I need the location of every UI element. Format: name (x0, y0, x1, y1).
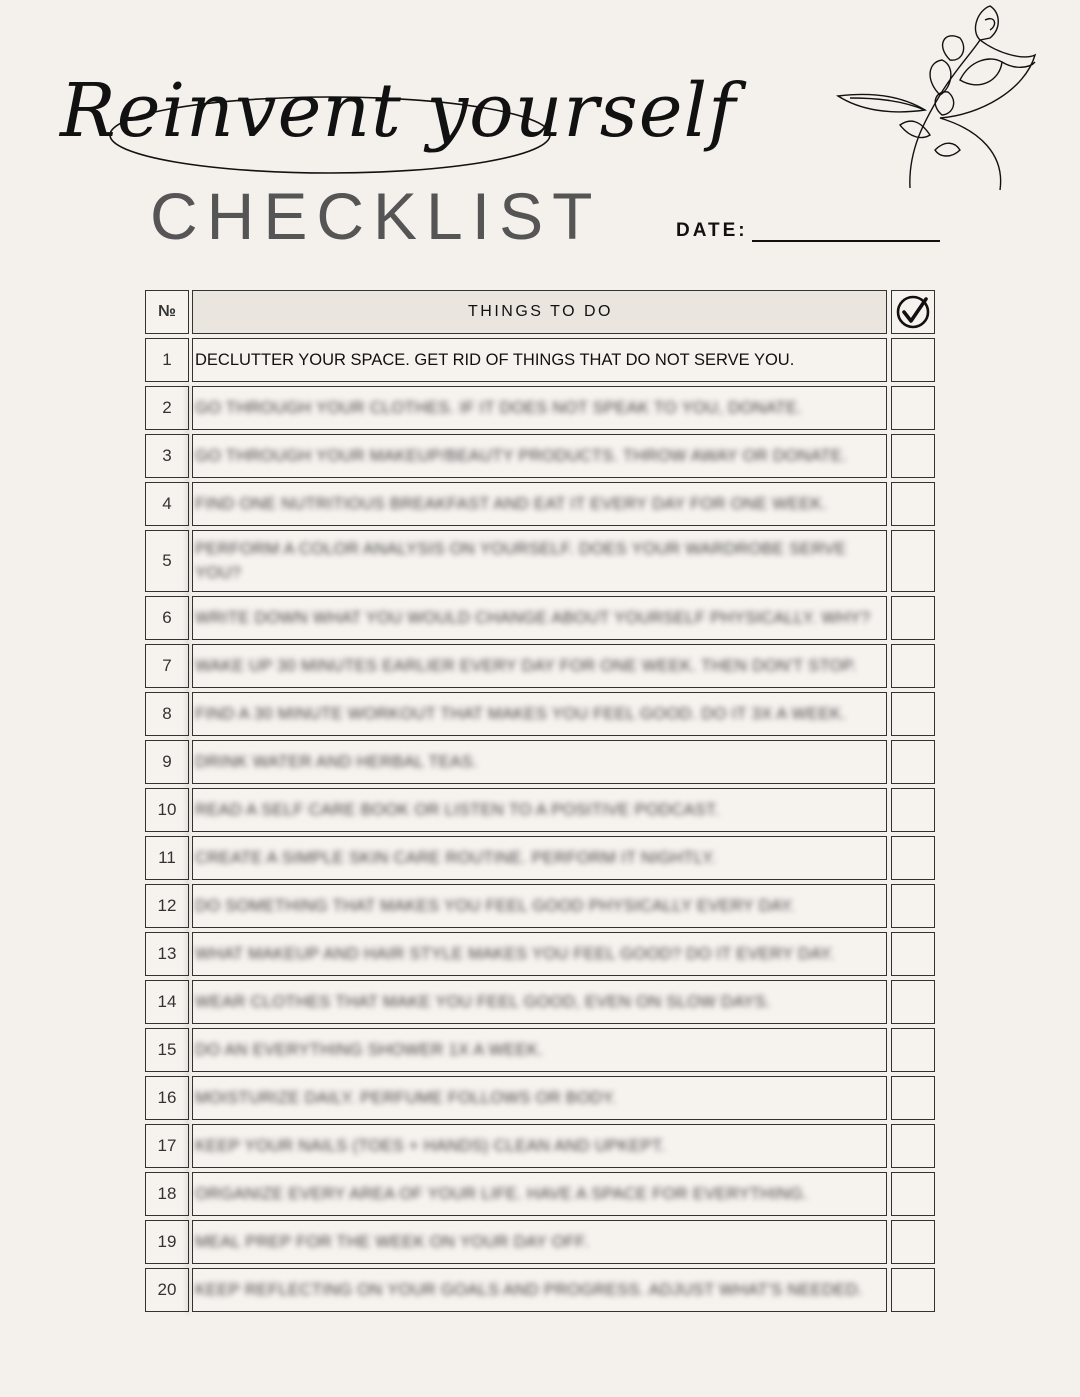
table-row (145, 434, 935, 478)
task-cell (192, 884, 887, 928)
task-cell (192, 740, 887, 784)
checkbox[interactable] (891, 692, 935, 736)
number-column-header: № (145, 290, 189, 334)
table-row (145, 932, 935, 976)
task-text: DO AN EVERYTHING SHOWER 1X A WEEK. (195, 1041, 544, 1059)
task-cell (192, 1028, 887, 1072)
task-text: MOISTURIZE DAILY. PERFUME FOLLOWS OR BODY. (195, 1089, 617, 1107)
row-number: 8 (145, 692, 189, 736)
task-cell (192, 482, 887, 526)
checkbox[interactable] (891, 1220, 935, 1264)
check-column-header (891, 290, 935, 334)
checkbox[interactable] (891, 596, 935, 640)
task-text: GO THROUGH YOUR MAKEUP/BEAUTY PRODUCTS. THROW AWAY OR DONATE. (195, 447, 848, 465)
table-row (145, 596, 935, 640)
table-row (145, 644, 935, 688)
checkbox[interactable] (891, 386, 935, 430)
task-cell (192, 338, 887, 382)
table-row (145, 692, 935, 736)
task-text: FIND A 30 MINUTE WORKOUT THAT MAKES YOU FEEL GOOD. DO IT 3X A WEEK. (195, 705, 847, 723)
task-text: WHAT MAKEUP AND HAIR STYLE MAKES YOU FEEL GOOD? DO IT EVERY DAY. (195, 945, 835, 963)
checkbox[interactable] (891, 788, 935, 832)
task-text: DO SOMETHING THAT MAKES YOU FEEL GOOD PHYSICALLY EVERY DAY. (195, 897, 795, 915)
row-number: 1 (145, 338, 189, 382)
table-row (145, 338, 935, 382)
task-cell (192, 1220, 887, 1264)
date-label: DATE: (676, 220, 748, 241)
task-cell (192, 692, 887, 736)
row-number: 9 (145, 740, 189, 784)
table-row (145, 1268, 935, 1312)
checkbox[interactable] (891, 1028, 935, 1072)
task-text: WRITE DOWN WHAT YOU WOULD CHANGE ABOUT YOURSELF PHYSICALLY. WHY? (195, 609, 871, 627)
row-number: 11 (145, 836, 189, 880)
page-title: CHECKLIST (150, 179, 602, 253)
task-cell (192, 836, 887, 880)
row-number: 16 (145, 1076, 189, 1120)
table-row (145, 1220, 935, 1264)
table-row (145, 836, 935, 880)
table-row (145, 1028, 935, 1072)
task-column-header: THINGS TO DO (192, 290, 887, 334)
flower-icon (830, 0, 1040, 200)
table-row (145, 386, 935, 430)
task-text: KEEP REFLECTING ON YOUR GOALS AND PROGRESS. ADJUST WHAT'S NEEDED. (195, 1281, 863, 1299)
task-text: WEAR CLOTHES THAT MAKE YOU FEEL GOOD, EVEN ON SLOW DAYS. (195, 993, 771, 1011)
task-text: PERFORM A COLOR ANALYSIS ON YOURSELF. DOES YOUR WARDROBE SERVE YOU? (195, 540, 847, 582)
checkbox[interactable] (891, 1172, 935, 1216)
row-number: 15 (145, 1028, 189, 1072)
task-cell (192, 932, 887, 976)
task-cell (192, 1172, 887, 1216)
table-row (145, 740, 935, 784)
table-row (145, 1172, 935, 1216)
checkbox[interactable] (891, 980, 935, 1024)
checkbox[interactable] (891, 740, 935, 784)
checkbox[interactable] (891, 1076, 935, 1120)
row-number: 13 (145, 932, 189, 976)
row-number: 4 (145, 482, 189, 526)
checkbox[interactable] (891, 338, 935, 382)
row-number: 17 (145, 1124, 189, 1168)
task-text: WAKE UP 30 MINUTES EARLIER EVERY DAY FOR ONE WEEK. THEN DON'T STOP. (195, 657, 857, 675)
row-number: 14 (145, 980, 189, 1024)
task-cell (192, 788, 887, 832)
task-text: DRINK WATER AND HERBAL TEAS. (195, 753, 478, 771)
table-row (145, 482, 935, 526)
checkbox[interactable] (891, 434, 935, 478)
checkbox[interactable] (891, 1268, 935, 1312)
task-text: DECLUTTER YOUR SPACE. GET RID OF THINGS THAT DO NOT SERVE YOU. (195, 350, 795, 369)
table-row (145, 1124, 935, 1168)
task-text: CREATE A SIMPLE SKIN CARE ROUTINE. PERFORM IT NIGHTLY. (195, 849, 717, 867)
task-cell (192, 1124, 887, 1168)
table-row (145, 980, 935, 1024)
row-number: 6 (145, 596, 189, 640)
task-text: GO THROUGH YOUR CLOTHES. IF IT DOES NOT SPEAK TO YOU, DONATE. (195, 399, 803, 417)
task-text: MEAL PREP FOR THE WEEK ON YOUR DAY OFF. (195, 1233, 589, 1251)
date-input-line[interactable] (752, 220, 940, 242)
table-row (145, 1076, 935, 1120)
checklist-table (145, 290, 935, 1316)
task-cell (192, 1076, 887, 1120)
task-cell (192, 644, 887, 688)
table-row (145, 788, 935, 832)
task-text: FIND ONE NUTRITIOUS BREAKFAST AND EAT IT EVERY DAY FOR ONE WEEK. (195, 495, 827, 513)
row-number: 2 (145, 386, 189, 430)
table-header-row (145, 290, 935, 334)
row-number: 10 (145, 788, 189, 832)
task-text: READ A SELF CARE BOOK OR LISTEN TO A POSITIVE PODCAST. (195, 801, 720, 819)
row-number: 20 (145, 1268, 189, 1312)
checkbox[interactable] (891, 836, 935, 880)
row-number: 7 (145, 644, 189, 688)
task-cell (192, 980, 887, 1024)
column-shadow (186, 384, 192, 1314)
task-cell (192, 434, 887, 478)
checkmark-circle-icon (895, 294, 931, 330)
checkbox[interactable] (891, 482, 935, 526)
checkbox[interactable] (891, 1124, 935, 1168)
row-number: 18 (145, 1172, 189, 1216)
task-cell (192, 386, 887, 430)
task-cell (192, 1268, 887, 1312)
checkbox[interactable] (891, 884, 935, 928)
task-cell (192, 530, 887, 592)
checkbox[interactable] (891, 932, 935, 976)
task-cell (192, 596, 887, 640)
script-title: Reinvent yourself (60, 68, 737, 154)
row-number: 12 (145, 884, 189, 928)
row-number: 3 (145, 434, 189, 478)
task-text: KEEP YOUR NAILS (TOES + HANDS) CLEAN AND UPKEPT. (195, 1137, 666, 1155)
checkbox[interactable] (891, 644, 935, 688)
checkbox[interactable] (891, 530, 935, 592)
date-field (676, 220, 940, 242)
row-number: 5 (145, 530, 189, 592)
table-row (145, 884, 935, 928)
row-number: 19 (145, 1220, 189, 1264)
table-row (145, 530, 935, 592)
task-text: ORGANIZE EVERY AREA OF YOUR LIFE. HAVE A SPACE FOR EVERYTHING. (195, 1185, 808, 1203)
